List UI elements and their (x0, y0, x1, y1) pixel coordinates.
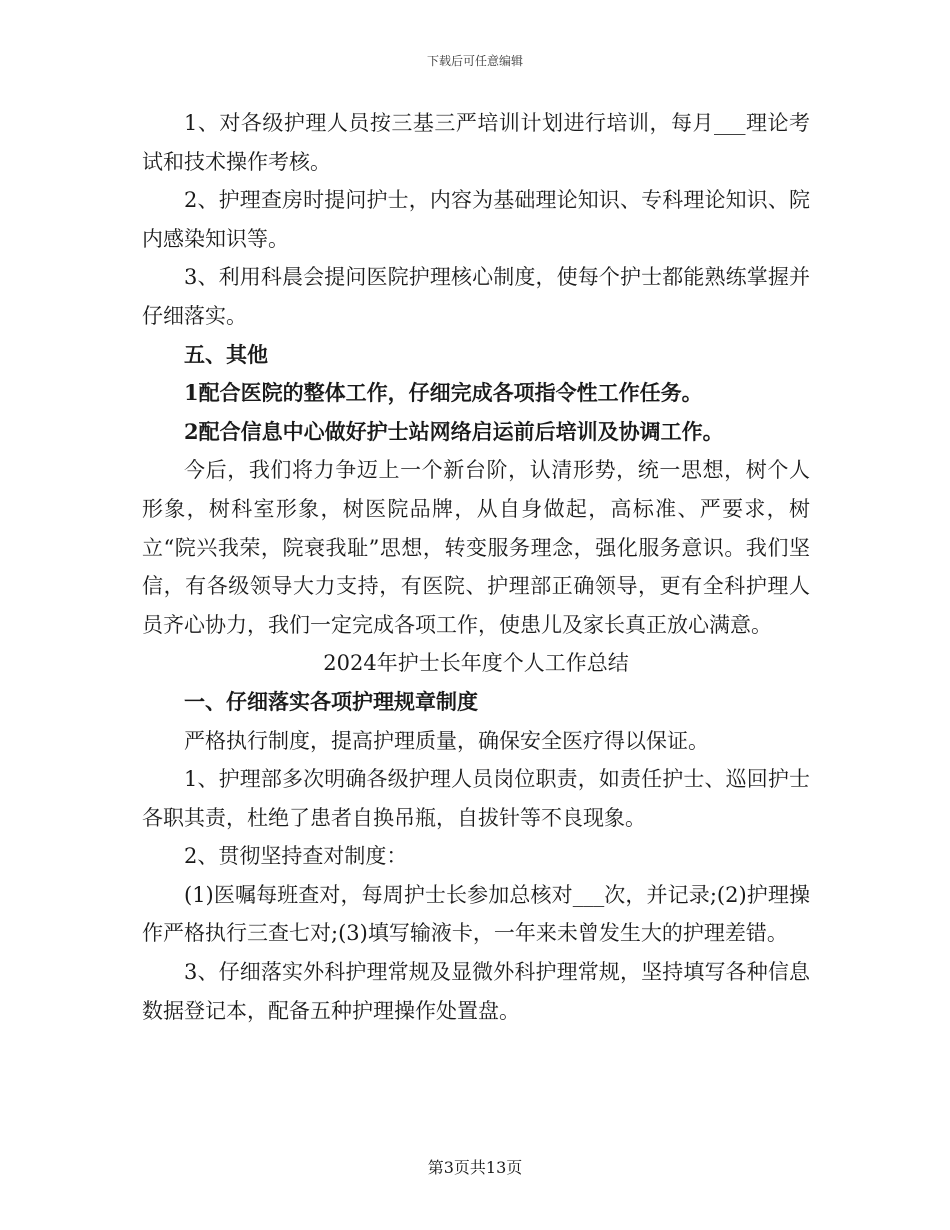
paragraph-check-details: (1)医嘱每班查对，每周护士长参加总核对___次，并记录;(2)护理操作严格执行三查七对;(3)填写输液卡，一年来未曾发生大的护理差错。 (142, 882, 810, 946)
paragraph-ward-round: 2、护理查房时提问护士，内容为基础理论知识、专科理论知识、院内感染知识等。 (142, 188, 810, 251)
paragraph-responsibilities: 1、护理部多次明确各级护理人员岗位职责，如责任护士、巡回护士各职其责，杜绝了患者自换吊瓶，自拔针等不良现象。 (142, 767, 810, 830)
page-footer: 第3页共13页 (427, 1158, 523, 1177)
document-title: 2024年护士长年度个人工作总结 (323, 651, 629, 676)
paragraph-nursing-routines: 3、仔细落实外科护理常规及显微外科护理常规，坚持填写各种信息数据登记本，配备五种护理操作处置盘。 (142, 960, 810, 1023)
paragraph-bold-item-2: 2配合信息中心做好护士站网络启运前后培训及协调工作。 (184, 418, 724, 444)
paragraph-outlook: 今后，我们将力争迈上一个新台阶，认清形势，统一思想，树个人形象，树科室形象，树医院品牌，从自身做起，高标准、严要求，树立“院兴我荣，院衰我耻”思想，转变服务理念，强化服务意识。我们坚信，有各级领导大力支持，有医院、护理部正确领导，更有全科护理人员齐心协力，我们一定完成各项工作，使患儿及家长真正放心满意。 (142, 458, 810, 637)
paragraph-strict-execution: 严格执行制度，提高护理质量，确保安全医疗得以保证。 (184, 728, 709, 753)
paragraph-check-system: 2、贯彻坚持查对制度： (184, 844, 408, 869)
paragraph-bold-item-1: 1配合医院的整体工作，仔细完成各项指令性工作任务。 (184, 380, 703, 406)
section-heading-regulations: 一、仔细落实各项护理规章制度 (184, 688, 478, 714)
section-heading-other: 五、其他 (184, 341, 268, 367)
document-body (142, 104, 810, 1030)
paragraph-training: 1、对各级护理人员按三基三严培训计划进行培训，每月___理论考试和技术操作考核。 (142, 111, 810, 174)
paragraph-morning-meeting: 3、利用科晨会提问医院护理核心制度，使每个护士都能熟练掌握并仔细落实。 (142, 265, 810, 328)
page-header: 下载后可任意编辑 (426, 54, 523, 68)
